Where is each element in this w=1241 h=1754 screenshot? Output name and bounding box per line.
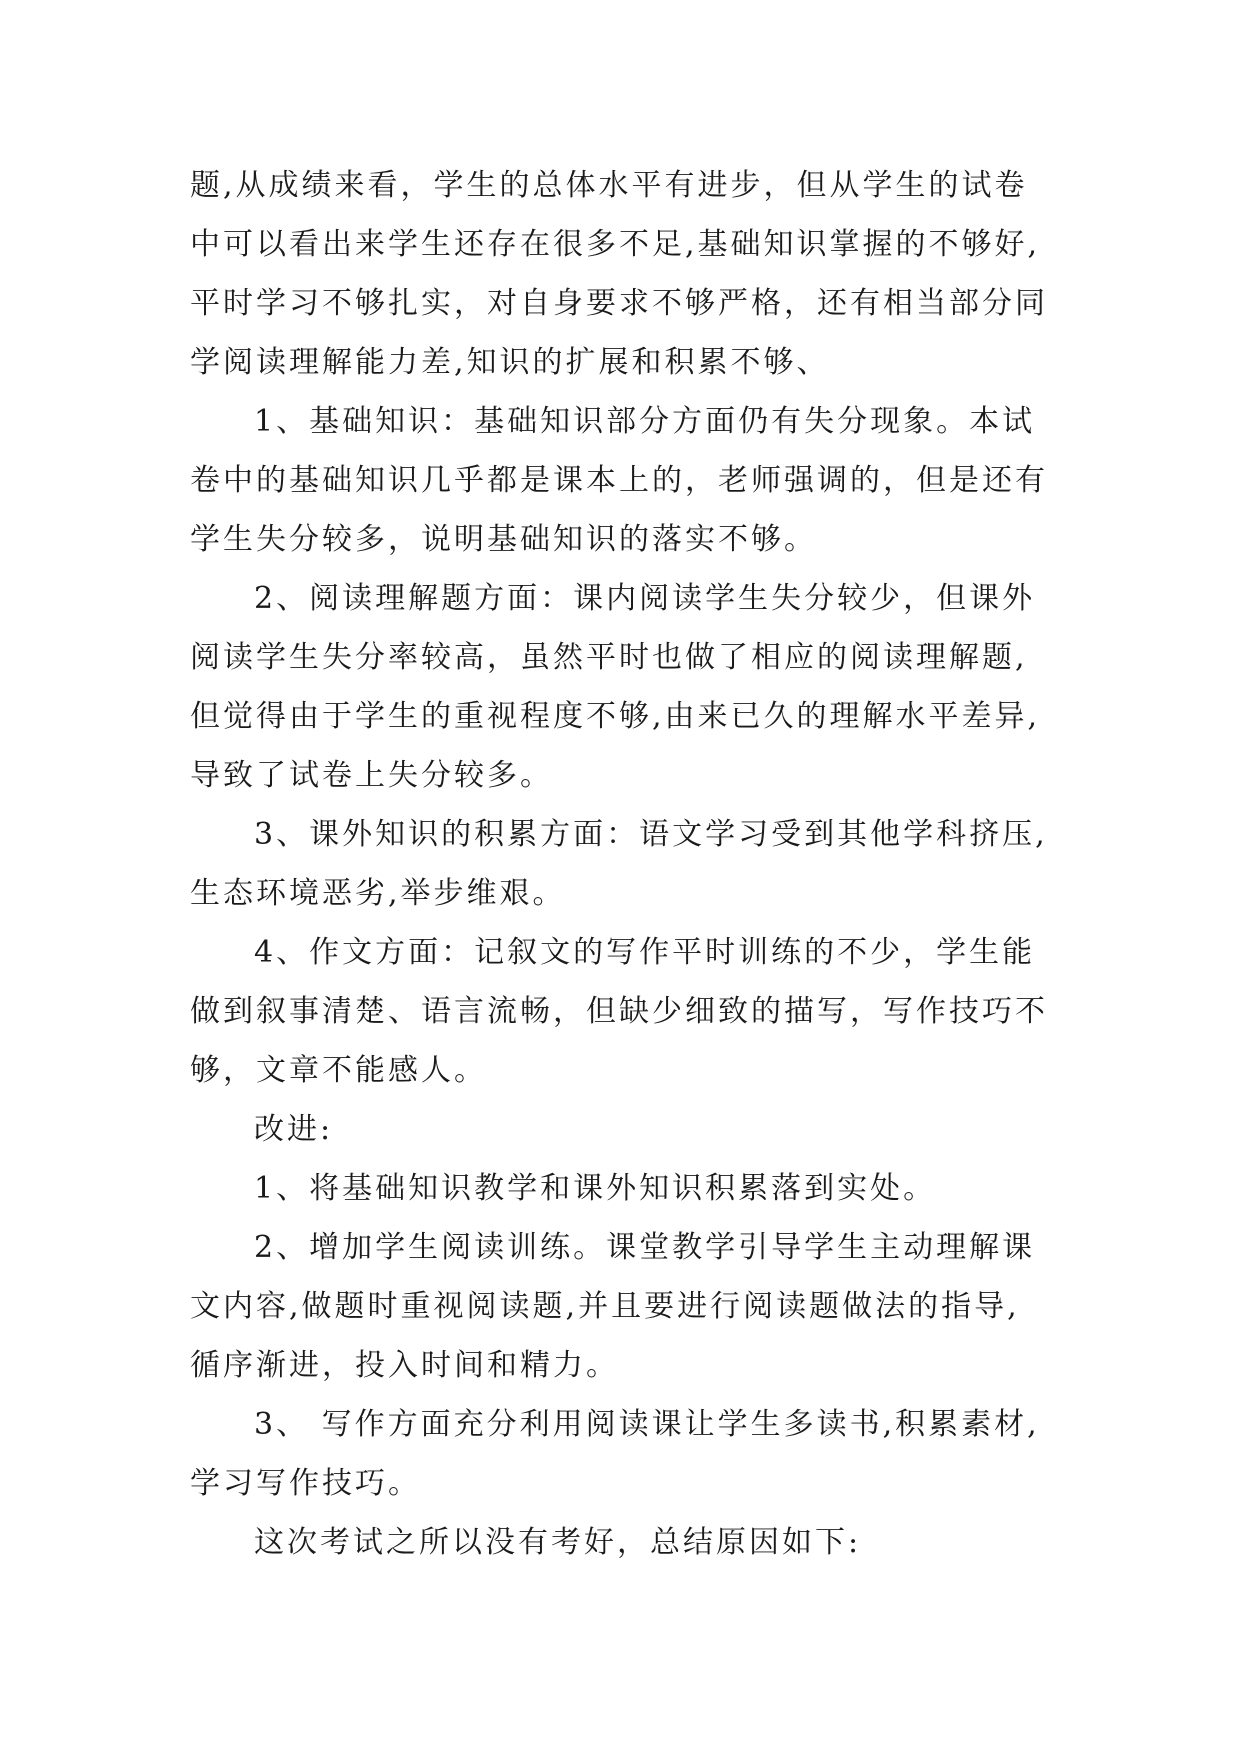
text-line: 卷中的基础知识几乎都是课本上的，老师强调的，但是还有 bbox=[190, 463, 1048, 498]
text-line: 3、课外知识的积累方面：语文学习受到其他学科挤压, bbox=[254, 817, 1048, 852]
text-line: 学习写作技巧。 bbox=[190, 1466, 421, 1501]
text-line: 改进: bbox=[254, 1112, 334, 1147]
text-line: 生态环境恶劣,举步维艰。 bbox=[190, 876, 566, 911]
text-line: 题,从成绩来看，学生的总体水平有进步，但从学生的试卷 bbox=[190, 168, 1028, 203]
text-line: 阅读学生失分率较高，虽然平时也做了相应的阅读理解题, bbox=[190, 640, 1028, 675]
text-line: 1、将基础知识教学和课外知识积累落到实处。 bbox=[254, 1171, 937, 1206]
text-line: 导致了试卷上失分较多。 bbox=[190, 758, 553, 793]
text-line: 1、基础知识：基础知识部分方面仍有失分现象。本试 bbox=[254, 404, 1036, 439]
text-line: 2、阅读理解题方面：课内阅读学生失分较少，但课外 bbox=[254, 581, 1036, 616]
text-line: 2、增加学生阅读训练。课堂教学引导学生主动理解课 bbox=[254, 1230, 1036, 1265]
text-line: 做到叙事清楚、语言流畅，但缺少细致的描写，写作技巧不 bbox=[190, 994, 1048, 1029]
text-line: 3、 写作方面充分利用阅读课让学生多读书,积累素材, bbox=[254, 1407, 1040, 1442]
text-line: 这次考试之所以没有考好，总结原因如下: bbox=[254, 1525, 862, 1560]
text-line: 平时学习不够扎实，对自身要求不够严格，还有相当部分同 bbox=[190, 286, 1048, 321]
text-line: 4、作文方面：记叙文的写作平时训练的不少，学生能 bbox=[254, 935, 1036, 970]
text-line: 学阅读理解能力差,知识的扩展和积累不够、 bbox=[190, 345, 830, 380]
document-body bbox=[190, 156, 1070, 1572]
text-line: 中可以看出来学生还存在很多不足,基础知识掌握的不够好, bbox=[190, 227, 1041, 262]
text-line: 文内容,做题时重视阅读题,并且要进行阅读题做法的指导, bbox=[190, 1289, 1020, 1324]
text-line: 但觉得由于学生的重视程度不够,由来已久的理解水平差异, bbox=[190, 699, 1041, 734]
text-line: 循序渐进，投入时间和精力。 bbox=[190, 1348, 619, 1383]
text-line: 学生失分较多，说明基础知识的落实不够。 bbox=[190, 522, 817, 557]
text-line: 够，文章不能感人。 bbox=[190, 1053, 487, 1088]
